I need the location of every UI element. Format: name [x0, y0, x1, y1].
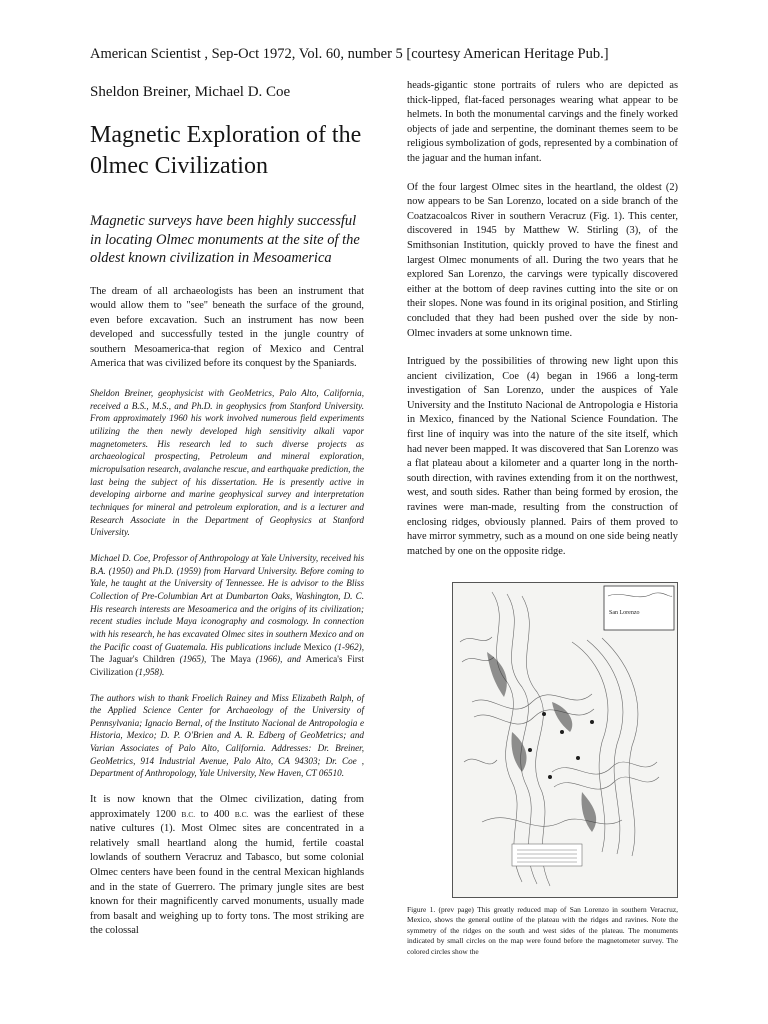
- running-header: American Scientist , Sep-Oct 1972, Vol. 60, number 5 [courtesy American Heritage Pub.]: [90, 46, 609, 62]
- figure-caption: Figure 1. (prev page) This greatly reduced map of San Lorenzo in southern Veracruz, Mexico, shows the general outline of the plateau with the ridges and ravines. Note the symmetry of the ridges on the south and west sides of the plateau. The monuments indicated by small circles on the map were found before the magnetometer survey. The colored circles show the: [407, 905, 678, 956]
- left-column: [90, 84, 364, 954]
- inset-label: San Lorenzo: [609, 610, 640, 616]
- book-title: The Maya: [211, 654, 251, 665]
- bio-text: (1,958).: [133, 666, 165, 677]
- bio-text: (1966), and: [250, 654, 306, 665]
- article-subtitle: Magnetic surveys have been highly successful in locating Olmec monuments at the site of the oldest known civilization in Mesoamerica: [90, 213, 360, 266]
- body-text: to 400: [195, 808, 235, 820]
- era-abbrev: B.C.: [234, 809, 249, 819]
- author-bio-coe: [90, 552, 364, 679]
- san-lorenzo-paragraph: Of the four largest Olmec sites in the heartland, the oldest (2) now appears to be San Lorenzo, located on a side branch of the Coatzacoalcos River in southern Veracruz (Fig. 1). This center, discovered in 1945 by Matthew W. Stirling (3), of the Smithsonian Institution, quickly proved to have the finest and largest Olmec monuments of all. During the two years that he explored San Lorenzo, the carvings were typically discovered either at the bottom of deep ravines cutting into the site or on their slopes. None was found in its original position, and Stirling concluded that they had been pushed over the side by non-Olmec invaders at some unknown time.: [407, 181, 678, 339]
- right-column: [407, 79, 678, 573]
- era-abbrev: B.C.: [181, 809, 196, 819]
- map-legend-box: [512, 844, 582, 866]
- map-inset: [604, 586, 674, 630]
- body-text: was the earliest of these native cultures (1). Most Olmec sites are concentrated in a relatively small heartland along the humid, fertile coastal lowlands of southern Veracruz and Tabasco, but some colonial Olmec centers have been found in the central Mexican highlands and in the state of Guerrero. The primary jungle sites are best known for their magnificently carved monuments, usually made from basalt and weighing up to forty tons. The most striking are the colossal: [90, 808, 364, 937]
- san-lorenzo-map: [452, 582, 678, 898]
- bio-text: (1965),: [174, 654, 212, 665]
- bio-text: Michael D. Coe, Professor of Anthropology at Yale University, received his B.A. (1950) and Ph.D. (1959) from Harvard University. Before coming to Yale, he taught at the University of Tennessee. He is advisor to the Bliss Collection of Pre-Columbian Art at Dumbarton Oaks, Washington, D. C. His research interests are Mesoamerica and the origins of its civilization; recent studies include Maya iconography and cosmology. In connection with his research, he has excavated Olmec sites in southern Mexico and on the Pacific coast of Guatemala. His publications include: [90, 552, 364, 652]
- intro-paragraph: The dream of all archaeologists has been an instrument that would allow them to "see" beneath the surface of the ground, even before excavation. Such an instrument has now been developed and successfully tested in the jungle country of southern Mesoamerica-that region of Mexico and Central America that was civilized before its conquest by the Spaniards.: [90, 285, 364, 370]
- investigation-paragraph: Intrigued by the possibilities of throwing new light upon this ancient civilization, Coe (4) began in 1966 a long-term investigation of San Lorenzo, under the auspices of Yale University and the Instituto Nacional de Antropologia e Historia in Mexico, financed by the National Science Foundation. The first line of inquiry was into the nature of the site itself, which had never been mapped. It was discovered that San Lorenzo was a flat plateau about a kilometer and a quarter long in the north-south direction, with ravines extending from it on the northwest, west, and south sides. Rather than being formed by erosion, the ravines were man-made, resulting from the construction of enclosing ridges, obviously planned. Pairs of them proved to have mirror symmetry, such as a mound on one side being neatly matched by one on the opposite ridge.: [407, 356, 678, 557]
- author-bio-breiner: Sheldon Breiner, geophysicist with GeoMetrics, Palo Alto, California, received a B.S., M.S., and Ph.D. in geophysics from Stanford University. From approximately 1960 his work involved numerous field experiments utilizing the then newly developed high sensitivity alkali vapor magnetometers. His research led to such diverse projects as archaeological prospecting, Petroleum and mineral exploration, micropulsation research, avalanche rescue, and earthquake prediction, the last being the subject of his dissertation. He is presently active in developing airborne and marine geophysical survey and interpretation techniques for mineral and petroleum exploration, and is a lecturer and Research Associate in the Department of Geophysics at Stanford University.: [90, 388, 364, 538]
- book-title: The Jaguar's Children: [90, 654, 175, 665]
- book-title: America's First Civilization: [90, 654, 364, 677]
- body-text: It is now known that the Olmec civilization, dating from approximately 1200: [90, 794, 364, 820]
- book-title: Mexico: [303, 641, 332, 652]
- olmec-paragraph: [90, 793, 364, 939]
- bio-text: (1-962),: [331, 641, 364, 652]
- article-title: Magnetic Exploration of the 0lmec Civilization: [90, 122, 362, 179]
- authors: Sheldon Breiner, Michael D. Coe: [90, 84, 291, 100]
- heads-paragraph: heads-gigantic stone portraits of rulers who are depicted as thick-lipped, flat-faced personages wearing what appear to be helmets. In both the monumental carvings and the finely worked objects of jade and serpentine, the dominant themes seem to be religious symbolization of gods, represented by a combination of the jaguar and the human infant.: [407, 80, 678, 164]
- acknowledgements: The authors wish to thank Froelich Rainey and Miss Elizabeth Ralph, of the Applied Science Center for Archaeology of the University of Pennsylvania; Ignacio Bernal, of the Instituto Nacional de Antropologia e Historia, Mexico; D. P. O'Brien and A. R. Edberg of GeoMetrics; and Varian Associates of Palo Alto, California. Addresses: Dr. Breiner, GeoMetrics, 914 Industrial Avenue, Palo Alto, CA 94303; Dr. Coe , Department of Anthropology, Yale University, New Haven, CT 06510.: [90, 692, 364, 779]
